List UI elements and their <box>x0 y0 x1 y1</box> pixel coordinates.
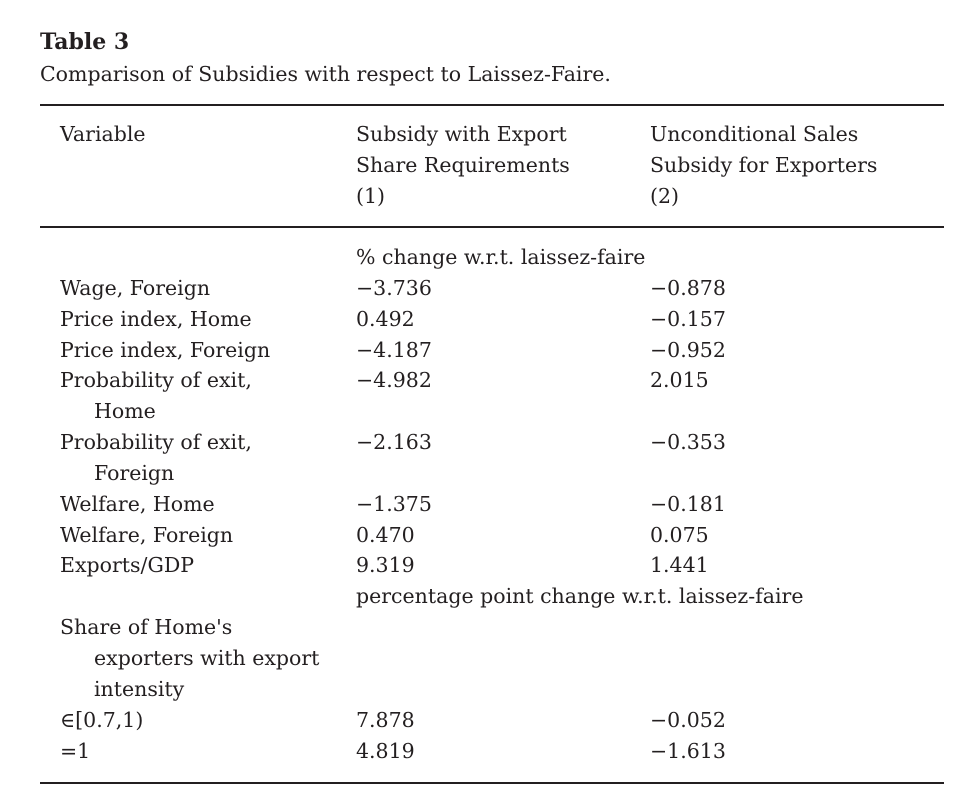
row-value-2: −0.181 <box>650 492 726 516</box>
row-value-1: −3.736 <box>356 276 432 300</box>
row-value-1: 0.470 <box>356 523 415 547</box>
row-label: Wage, Foreign <box>60 276 211 300</box>
bottom-rule <box>40 782 944 784</box>
row-value-2: −0.157 <box>650 307 726 331</box>
row-value-2: 2.015 <box>650 368 709 392</box>
header-variable: Variable <box>60 122 146 146</box>
row-value-2: −0.952 <box>650 338 726 362</box>
row-value-1: 4.819 <box>356 739 415 763</box>
header-col1-line1: Subsidy with Export <box>356 122 567 146</box>
row-label: Exports/GDP <box>60 553 195 577</box>
row-label-line2: Foreign <box>94 461 175 485</box>
row-value-2: 1.441 <box>650 553 709 577</box>
row-label-line1: Probability of exit, <box>60 368 252 392</box>
row-label: ∈[0.7,1) <box>60 708 144 732</box>
share-label-line2: exporters with export <box>94 646 320 670</box>
share-label-line1: Share of Home's <box>60 615 233 639</box>
section2-label: percentage point change w.r.t. laissez-faire <box>356 584 804 608</box>
header-col1-line3: (1) <box>356 184 386 208</box>
row-value-2: −0.878 <box>650 276 726 300</box>
row-value-2: 0.075 <box>650 523 709 547</box>
header-col2 <box>650 119 877 212</box>
row-label: Welfare, Foreign <box>60 523 234 547</box>
row-label: =1 <box>60 739 91 763</box>
share-label <box>60 612 319 705</box>
row-value-1: −2.163 <box>356 430 432 454</box>
row-value-2: −0.052 <box>650 708 726 732</box>
header-col2-line1: Unconditional Sales <box>650 122 859 146</box>
top-rule <box>40 104 944 106</box>
row-label <box>60 427 252 489</box>
row-value-1: 7.878 <box>356 708 415 732</box>
row-value-2: −0.353 <box>650 430 726 454</box>
header-rule <box>40 226 944 228</box>
row-value-1: −4.982 <box>356 368 432 392</box>
header-col2-line3: (2) <box>650 184 680 208</box>
row-label <box>60 365 252 427</box>
row-label-line1: Probability of exit, <box>60 430 252 454</box>
row-value-1: 9.319 <box>356 553 415 577</box>
header-col1-line2: Share Requirements <box>356 153 570 177</box>
row-value-1: −4.187 <box>356 338 432 362</box>
header-col1 <box>356 119 570 212</box>
row-value-1: 0.492 <box>356 307 415 331</box>
table-title: Table 3 <box>40 29 130 55</box>
row-label: Price index, Foreign <box>60 338 271 362</box>
table-caption: Comparison of Subsidies with respect to Laissez-Faire. <box>40 62 611 86</box>
row-label: Welfare, Home <box>60 492 215 516</box>
row-value-1: −1.375 <box>356 492 432 516</box>
row-label: Price index, Home <box>60 307 252 331</box>
section1-label: % change w.r.t. laissez-faire <box>356 245 646 269</box>
row-value-2: −1.613 <box>650 739 726 763</box>
share-label-line3: intensity <box>94 677 185 701</box>
header-col2-line2: Subsidy for Exporters <box>650 153 878 177</box>
row-label-line2: Home <box>94 399 156 423</box>
